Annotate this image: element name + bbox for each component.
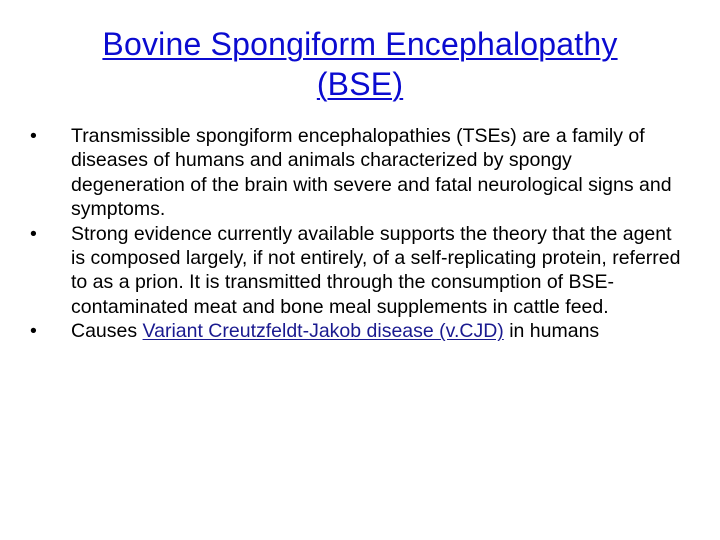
bullet-dot-icon: • [30, 222, 37, 245]
bullet-suffix: in humans [503, 320, 600, 343]
slide-title [40, 24, 680, 104]
vcjd-link[interactable]: Variant Creutzfeldt-Jakob disease (v.CJD) [142, 320, 504, 343]
bullet-prefix: Causes [71, 320, 143, 343]
bullet-text: Transmissible spongiform encephalopathies (TSEs) are a family of diseases of humans and animals characterized by spongy degeneration of the brain with severe and fatal neurological signs and symptoms. [71, 125, 672, 221]
title-link[interactable] [102, 26, 617, 102]
title-line-1: Bovine Spongiform Encephalopathy [102, 26, 618, 62]
title-line-2: (BSE) [316, 66, 404, 102]
bullet-dot-icon: • [30, 320, 37, 343]
bullet-text: Strong evidence currently available supports the theory that the agent is composed largely, if not entirely, of a self-replicating protein, referred to as a prion. It is transmitted through the consumption of BSE-contaminated meat and bone meal supplements in cattle feed. [71, 222, 681, 318]
slide-body [30, 124, 690, 344]
bullet-list [30, 124, 690, 344]
bullet-item-prion [30, 222, 690, 320]
bullet-dot-icon: • [30, 125, 37, 147]
bullet-item-vcjd [30, 319, 690, 343]
bullet-item-tses [30, 124, 690, 222]
